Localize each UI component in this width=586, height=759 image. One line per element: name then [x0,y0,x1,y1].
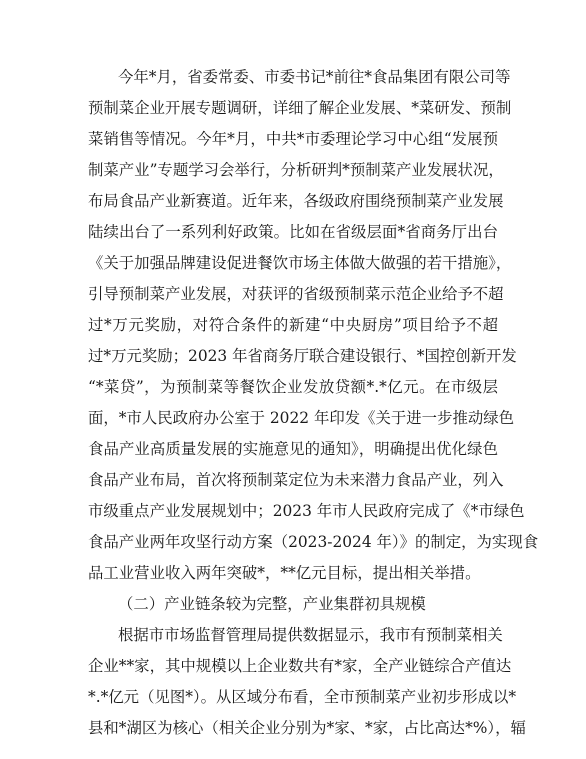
text-line-content: 食品产业高质量发展的实施意见的通知》，明确提出优化绿色 [88,440,498,458]
text-line-content: 预制菜企业开展专题调研，详细了解企业发展、*菜研发、预制 [88,99,512,117]
text-line [0,62,586,93]
text-line [0,93,586,124]
text-line-content: 今年*月，省委常委、市委书记*前往*食品集团有限公司等 [118,68,511,86]
text-line-content: 根据市市场监督管理局提供数据显示，我市有预制菜相关 [118,626,503,644]
text-line [0,310,586,341]
text-line-content: 《关于加强品牌建设促进餐饮市场主体做大做强的若干措施》， [88,254,512,272]
text-line [0,248,586,279]
text-line [0,186,586,217]
text-line-content: 布局食品产业新赛道。近年来，各级政府围绕预制菜产业发展 [88,192,504,210]
text-line [0,279,586,310]
text-line [0,217,586,248]
text-line-content: *.*亿元（见图*）。从区域分布看，全市预制菜产业初步形成以* [88,688,517,706]
text-line-content: 县和*湖区为核心（相关企业分别为*家、*家，占比高达*%），辐 [88,719,526,737]
text-line [0,403,586,434]
text-line-content: 过*万元奖励；2023 年省商务厅联合建设银行、*国控创新开发 [88,347,517,365]
text-line [0,372,586,403]
text-line-content: 品工业营业收入两年突破*，**亿元目标，提出相关举措。 [88,564,481,582]
text-line [0,527,586,558]
text-line-content: 企业**家，其中规模以上企业数共有*家，全产业链综合产值达 [88,657,512,675]
text-line [0,651,586,682]
text-line [0,713,586,744]
text-line [0,434,586,465]
text-line-content: 面，*市人民政府办公室于 2022 年印发《关于进一步推动绿色 [88,409,515,427]
text-line-content: 引导预制菜产业发展，对获评的省级预制菜示范企业给予不超 [88,285,504,303]
text-line [0,465,586,496]
text-line [0,341,586,372]
text-line-content: 食品产业布局，首次将预制菜定位为未来潜力食品产业，列入 [88,471,504,489]
text-line [0,620,586,651]
text-line [0,558,586,589]
text-line [0,124,586,155]
text-line-content: “*菜贷”，为预制菜等餐饮企业发放贷额*.*亿元。在市级层 [88,378,498,396]
text-line-content: 市级重点产业发展规划中；2023 年市人民政府完成了《*市绿色 [88,502,525,520]
text-line [0,155,586,186]
text-line-content: 菜销售等情况。今年*月，中共*市委理论学习中心组“发展预 [88,130,498,148]
section-heading [0,589,586,620]
text-line [0,682,586,713]
text-line-content: 制菜产业”专题学习会举行，分析研判*预制菜产业发展状况， [88,161,504,179]
text-line-content: 食品产业两年攻坚行动方案（2023-2024 年）》的制定，为实现食 [88,533,539,551]
section-heading-text: （二）产业链条较为完整，产业集群初具规模 [118,595,426,613]
text-line-content: 陆续出台了一系列利好政策。比如在省级层面*省商务厅出台 [88,223,498,241]
text-line-content: 过*万元奖励，对符合条件的新建“中央厨房”项目给予不超 [88,316,498,334]
text-line [0,496,586,527]
